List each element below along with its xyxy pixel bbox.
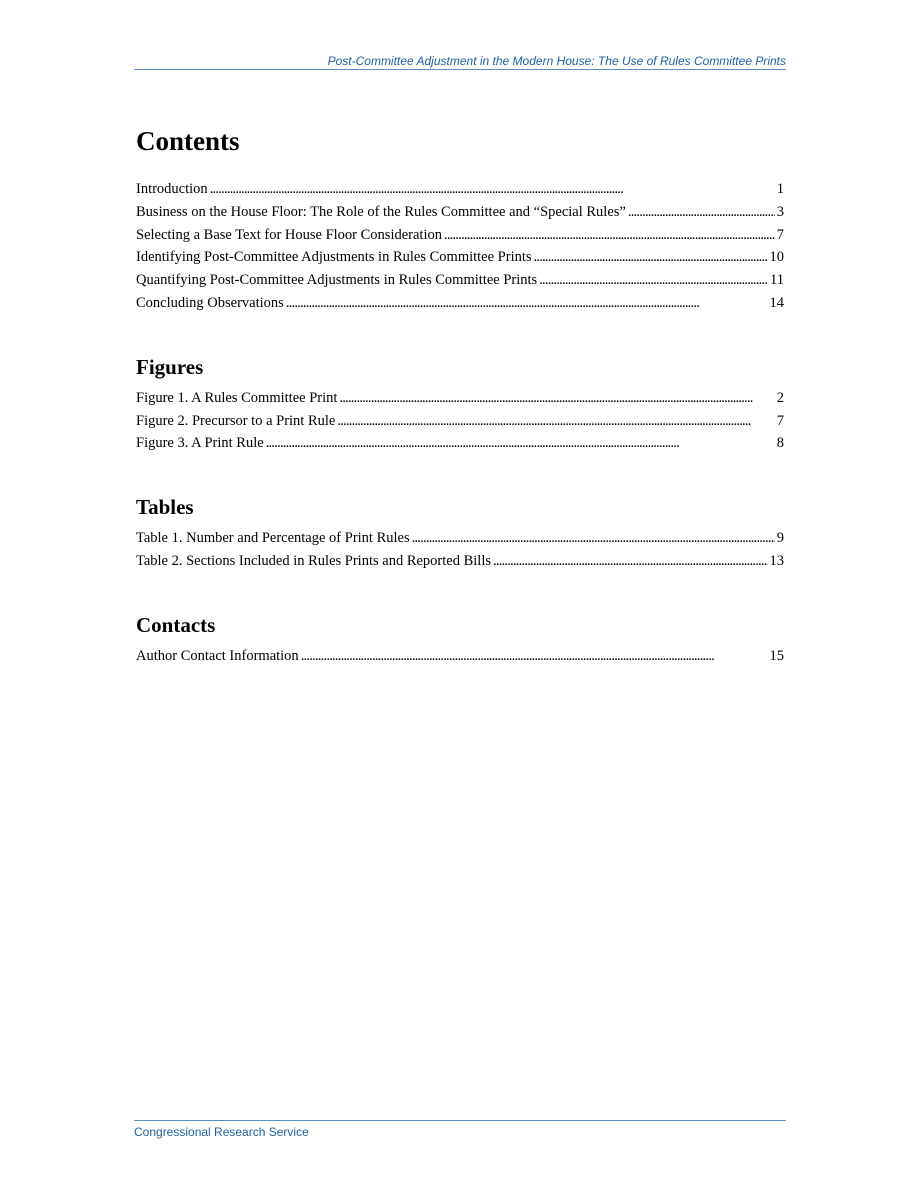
- tables-list: [136, 527, 784, 573]
- contacts-list: [136, 645, 784, 668]
- dot-leader: [286, 292, 768, 315]
- toc-entry-label: Identifying Post-Committee Adjustments in Rules Committee Prints: [136, 249, 532, 266]
- tables-section: [136, 493, 784, 573]
- figures-title: Figures: [136, 354, 204, 379]
- toc-entry-label: Selecting a Base Text for House Floor Consideration: [136, 226, 442, 243]
- toc-entry-label: Concluding Observations: [136, 294, 284, 311]
- toc-entry-page: 1: [776, 181, 784, 197]
- toc-entry-page: 7: [776, 226, 784, 243]
- toc-page-body: [136, 122, 784, 668]
- toc-entry-label: Table 1. Number and Percentage of Print Rules: [136, 530, 410, 547]
- dot-leader: [301, 645, 768, 668]
- toc-entry-table-1[interactable]: [136, 527, 784, 550]
- contents-section: [136, 122, 784, 315]
- tables-title: Tables: [136, 495, 194, 520]
- toc-entry-page: 15: [769, 647, 784, 664]
- toc-entry-introduction[interactable]: [136, 178, 784, 201]
- toc-entry-page: 2: [776, 389, 784, 406]
- toc-entry-figure-2[interactable]: [136, 410, 784, 433]
- dot-leader: [210, 178, 775, 201]
- toc-entry-page: 7: [776, 412, 784, 429]
- dot-leader: [539, 269, 768, 292]
- toc-entry-page: 8: [776, 435, 784, 452]
- toc-entry-label: Table 2. Sections Included in Rules Prints and Reported Bills: [136, 552, 491, 569]
- dot-leader: [339, 387, 774, 410]
- toc-entry-label: Business on the House Floor: The Role of the Rules Committee and “Special Rules”: [136, 203, 626, 220]
- footer-organization: Congressional Research Service: [134, 1125, 309, 1139]
- dot-leader: [444, 224, 775, 247]
- contacts-section: [136, 611, 784, 668]
- dot-leader: [412, 527, 775, 550]
- dot-leader: [493, 550, 768, 573]
- toc-entry-page: 9: [776, 530, 784, 547]
- figures-section: [136, 353, 784, 455]
- dot-leader: [337, 410, 774, 433]
- toc-entry-label: Figure 1. A Rules Committee Print: [136, 389, 338, 406]
- running-header-title: Post-Committee Adjustment in the Modern House: The Use of Rules Committee Prints: [327, 54, 786, 68]
- contacts-title: Contacts: [136, 612, 216, 637]
- toc-entry-figure-3[interactable]: [136, 432, 784, 455]
- toc-entry-page: 14: [769, 294, 784, 311]
- toc-entry-quantifying-adjustments[interactable]: [136, 269, 784, 292]
- running-footer: [134, 1120, 786, 1140]
- toc-entry-identifying-adjustments[interactable]: [136, 246, 784, 269]
- toc-entry-page: 3: [776, 203, 784, 220]
- toc-entry-page: 10: [769, 249, 784, 266]
- toc-entry-concluding-observations[interactable]: [136, 292, 784, 315]
- toc-entry-label: Figure 3. A Print Rule: [136, 435, 264, 452]
- dot-leader: [628, 201, 775, 224]
- dot-leader: [266, 432, 775, 455]
- toc-entry-label: Author Contact Information: [136, 647, 299, 664]
- dot-leader: [534, 246, 768, 269]
- toc-entry-figure-1[interactable]: [136, 387, 784, 410]
- contents-title: Contents: [136, 126, 240, 156]
- running-header: [134, 53, 786, 70]
- toc-entry-page: 13: [769, 552, 784, 569]
- toc-entry-business-on-house-floor[interactable]: [136, 201, 784, 224]
- contents-list: [136, 178, 784, 315]
- toc-entry-page: 11: [770, 272, 784, 289]
- toc-entry-table-2[interactable]: [136, 550, 784, 573]
- figures-list: [136, 387, 784, 455]
- toc-entry-label: Introduction: [136, 181, 208, 197]
- toc-entry-label: Figure 2. Precursor to a Print Rule: [136, 412, 336, 429]
- toc-entry-label: Quantifying Post-Committee Adjustments in Rules Committee Prints: [136, 272, 538, 289]
- toc-entry-author-contact[interactable]: [136, 645, 784, 668]
- toc-entry-selecting-base-text[interactable]: [136, 224, 784, 247]
